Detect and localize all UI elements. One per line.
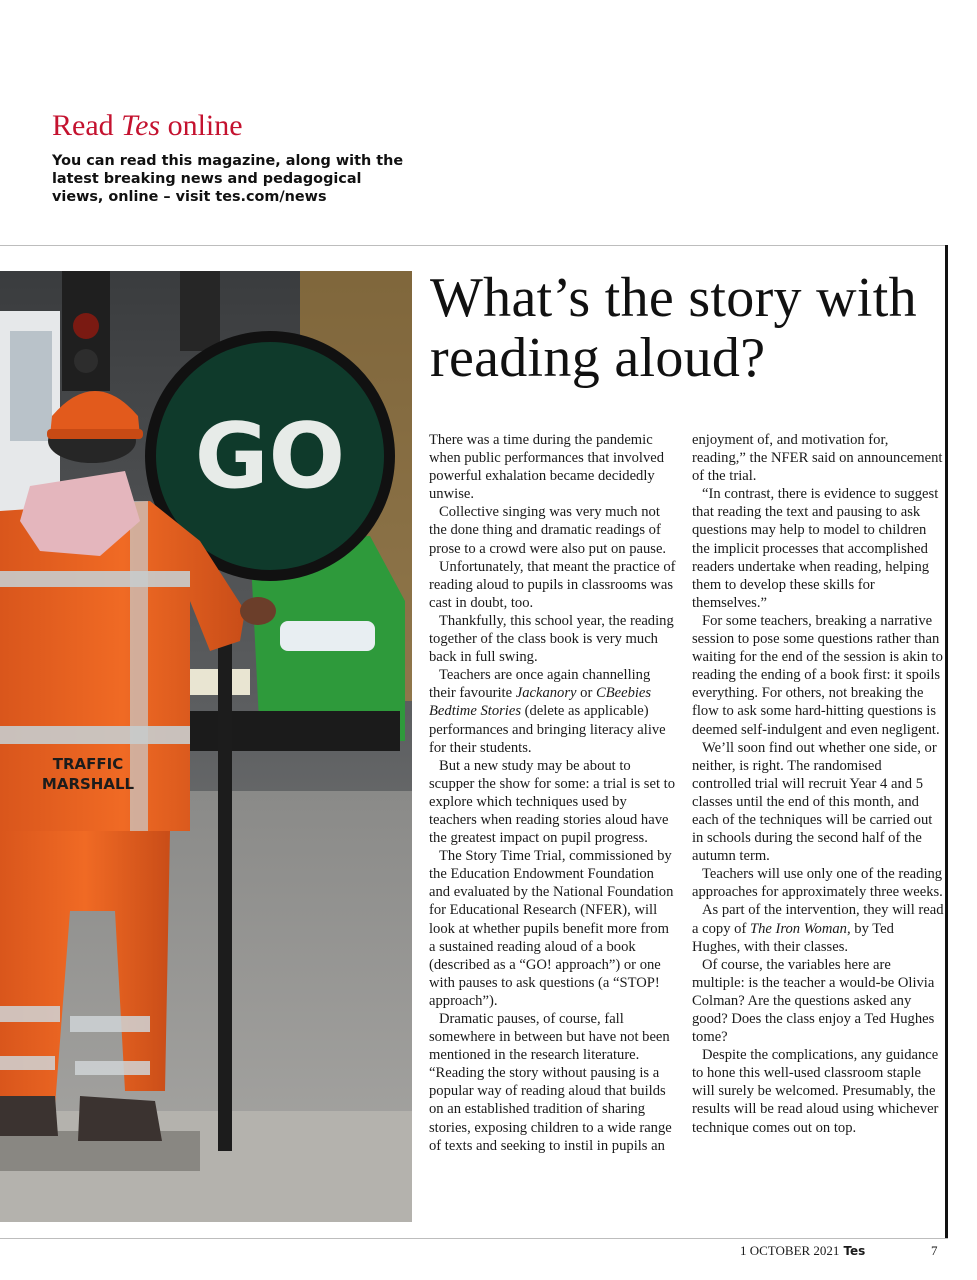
paragraph: But a new study may be about to scupper the show for some: a trial is set to explore which techniques used by teachers when reading stories aloud have the greatest impact on pupil progress. [429, 757, 676, 847]
promo-title-pre: Read [52, 109, 122, 142]
paragraph-text: As part of the intervention, they will read a copy of [692, 902, 944, 937]
right-divider [945, 245, 948, 1239]
paragraph: Dramatic pauses, of course, fall somewhere in between but have not been mentioned in the research literature. “Reading the story without pausing is a popular way of reading aloud that builds on an established tradition of sharing stories, exposing children to a wide range of texts and seeking to instil in pupils an [429, 1011, 672, 1154]
promo-title [52, 108, 412, 144]
paragraph [429, 666, 677, 756]
paragraph: There was a time during the pandemic when public performances that involved powerful exhalation became decidedly unwise. [429, 432, 665, 503]
promo-title-post: online [160, 109, 243, 142]
promo-box [52, 108, 412, 206]
page-number: 7 [931, 1243, 938, 1258]
go-sign-text: GO [194, 404, 346, 509]
footer-brand: Tes [843, 1244, 866, 1258]
article-headline: What’s the story with reading aloud? [430, 267, 917, 389]
bottom-divider [0, 1238, 948, 1239]
article-photo [0, 271, 412, 1222]
body-column-2 [692, 431, 944, 1137]
vest-text-line2: MARSHALL [41, 775, 135, 793]
paragraph: For some teachers, breaking a narrative session to pose some questions rather than waiting for the end of the session is akin to reading the ending of a book first: it spoils everything. For others, not breaking the flow to ask some hard-hitting questions is deemed self-indulgent and even negligent. [692, 612, 943, 738]
paragraph: Unfortunately, that meant the practice of reading aloud to pupils in classrooms was cast in doubt, too. [429, 558, 676, 611]
issue-date: 1 OCTOBER 2021 [740, 1243, 840, 1258]
paragraph: enjoyment of, and motivation for, reading,” the NFER said on announcement of the trial. [692, 432, 943, 485]
paragraph: Collective singing was very much not the done thing and dramatic readings of prose to a crowd were also put on pause. [429, 504, 667, 557]
promo-title-brand: Tes [121, 109, 161, 142]
paragraph-text: or [576, 685, 596, 702]
paragraph: Teachers will use only one of the reading approaches for approximately three weeks. [692, 866, 943, 901]
paragraph-text: , by Ted Hughes, with their classes. [692, 920, 894, 955]
promo-text: You can read this magazine, along with the latest breaking news and pedagogical views, online – visit tes.com/news [52, 153, 404, 205]
paragraph: Thankfully, this school year, the reading together of the class book is very much back in full swing. [429, 612, 674, 666]
paragraph: “In contrast, there is evidence to suggest that reading the text and pausing to ask questions may help to model to children the implicit processes that accomplished readers undertake when reading, helping them to develop these skills for themselves.” [692, 486, 939, 611]
paragraph: We’ll soon find out whether one side, or neither, is right. The randomised controlled trial will recruit Year 4 and 5 classes until the end of this month, and each of the techniques will be carried out in schools during the second half of the autumn term. [692, 739, 937, 865]
book-title: The Iron Woman [749, 920, 847, 937]
paragraph [692, 901, 944, 955]
programme-title: Jackanory [515, 685, 577, 702]
paragraph: Despite the complications, any guidance to hone this well-used classroom staple will surely be welcomed. Presumably, the results will be read aloud using whichever technique comes out on top. [692, 1047, 939, 1136]
paragraph-text: Teachers are once again channelling their favourite [429, 667, 651, 702]
programme-title: CBeebies Bedtime Stories [429, 685, 652, 720]
top-divider [0, 245, 948, 246]
body-column-1 [429, 431, 677, 1155]
vest-text-line1: TRAFFIC [52, 755, 124, 773]
paragraph: Of course, the variables here are multiple: is the teacher a would-be Olivia Colman? Are the questions asked any good? Does the class enjoy a Ted Hughes tome? [692, 956, 935, 1046]
paragraph: The Story Time Trial, commissioned by the Education Endowment Foundation and evaluated by the National Foundation for Educational Research (NFER), will look at whether pupils benefit more from a sustained reading aloud of a book (described as a “GO! approach”) or one with pauses to ask questions (a “STOP! approach”). [429, 848, 674, 1009]
paragraph-text: (delete as applicable) performances and bringing literacy alive for their students. [429, 703, 666, 756]
page-footer [740, 1243, 940, 1259]
